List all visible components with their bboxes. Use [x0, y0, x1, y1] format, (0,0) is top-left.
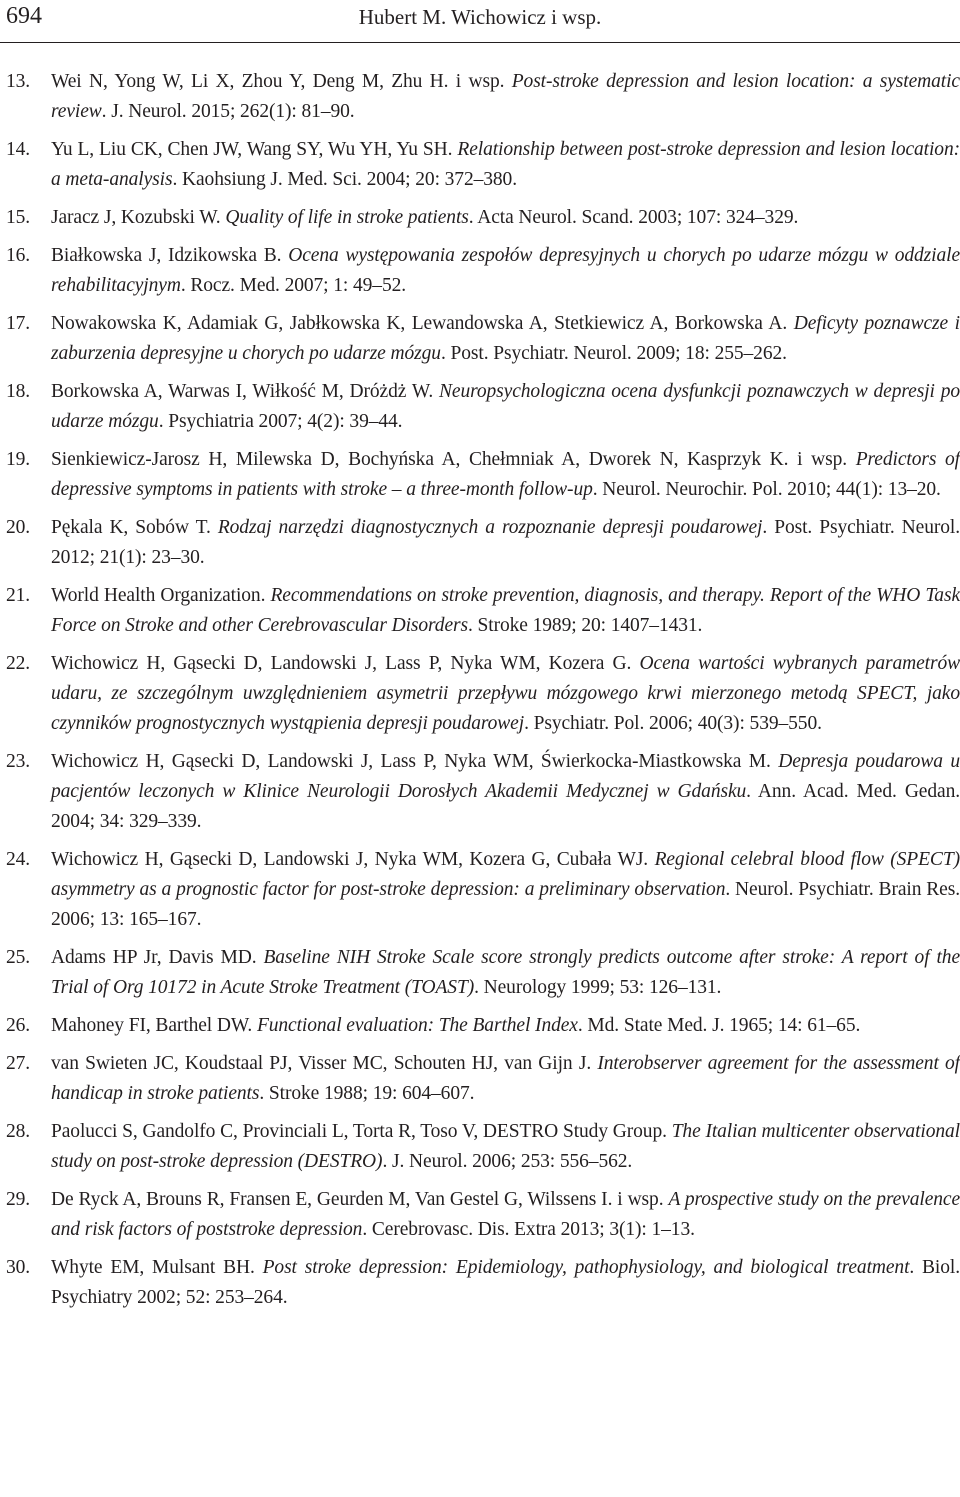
reference-source: . Cerebrovasc. Dis. Extra 2013; 3(1): 1–13. [362, 1219, 695, 1240]
reference-source: . Psychiatr. Pol. 2006; 40(3): 539–550. [524, 713, 822, 734]
reference-title: Deficyty poznawcze i zaburzenia depresyjne u chorych po udarze mózgu [51, 313, 960, 364]
reference-item [0, 845, 960, 935]
reference-title: Quality of life in stroke patients [225, 207, 469, 228]
reference-authors: Yu L, Liu CK, Chen JW, Wang SY, Wu YH, Yu SH. [51, 139, 458, 160]
reference-item [0, 649, 960, 739]
reference-source: . Stroke 1988; 19: 604–607. [259, 1083, 475, 1104]
reference-authors: Wichowicz H, Gąsecki D, Landowski J, Lass P, Nyka WM, Świerkocka-Miastkowska M. [51, 751, 779, 772]
page-header [0, 0, 960, 44]
reference-item [0, 581, 960, 641]
reference-source: . Biol. Psychiatry 2002; 52: 253–264. [51, 1257, 960, 1308]
reference-title: Interobserver agreement for the assessment of handicap in stroke patients [51, 1053, 960, 1104]
reference-authors: Adams HP Jr, Davis MD. [51, 947, 264, 968]
reference-number: 21. [6, 585, 31, 606]
reference-source: . Rocz. Med. 2007; 1: 49–52. [180, 275, 407, 296]
reference-number: 30. [6, 1257, 31, 1278]
reference-authors: Whyte EM, Mulsant BH. [51, 1257, 263, 1278]
reference-authors: De Ryck A, Brouns R, Fransen E, Geurden M, Van Gestel G, Wilssens I. i wsp. [51, 1189, 669, 1210]
reference-authors: World Health Organization. [51, 585, 271, 606]
reference-item [0, 1117, 960, 1177]
reference-number: 23. [6, 751, 31, 772]
reference-title: Functional evaluation: The Barthel Index [256, 1015, 578, 1036]
reference-title: Predictors of depressive symptoms in patients with stroke – a three-month follow-up [51, 449, 960, 500]
reference-item [0, 747, 960, 837]
reference-title: Rodzaj narzędzi diagnostycznych a rozpoznanie depresji poudarowej [217, 517, 763, 538]
reference-item [0, 67, 960, 127]
reference-list [0, 67, 960, 1321]
reference-authors: Jaracz J, Kozubski W. [51, 207, 226, 228]
reference-item [0, 943, 960, 1003]
reference-title: Regional celebral blood flow (SPECT) asymmetry as a prognostic factor for post-stroke depression: a preliminary observation [51, 849, 960, 900]
reference-authors: Pękala K, Sobów T. [51, 517, 218, 538]
reference-authors: van Swieten JC, Koudstaal PJ, Visser MC, Schouten HJ, van Gijn J. [51, 1053, 598, 1074]
reference-number: 14. [6, 139, 31, 160]
reference-title: Neuropsychologiczna ocena dysfunkcji poznawczych w depresji po udarze mózgu [51, 381, 960, 432]
reference-item [0, 135, 960, 195]
reference-number: 25. [6, 947, 31, 968]
reference-title: Ocena występowania zespołów depresyjnych u chorych po udarze mózgu w oddziale rehabilitacyjnym [51, 245, 960, 296]
reference-number: 18. [6, 381, 31, 402]
reference-source: . J. Neurol. 2006; 253: 556–562. [382, 1151, 633, 1172]
reference-source: . Psychiatria 2007; 4(2): 39–44. [158, 411, 403, 432]
reference-authors: Nowakowska K, Adamiak G, Jabłkowska K, Lewandowska A, Stetkiewicz A, Borkowska A. [51, 313, 794, 334]
reference-source: . Acta Neurol. Scand. 2003; 107: 324–329. [468, 207, 799, 228]
reference-source: . Neurol. Psychiatr. Brain Res. 2006; 13: 165–167. [51, 879, 960, 930]
reference-item [0, 309, 960, 369]
reference-title: Baseline NIH Stroke Scale score strongly predicts outcome after stroke: A report of the Trial of Org 10172 in Acute Stroke Treatment (TOAST) [51, 947, 960, 998]
reference-number: 22. [6, 653, 31, 674]
reference-source: . J. Neurol. 2015; 262(1): 81–90. [101, 101, 355, 122]
reference-number: 29. [6, 1189, 31, 1210]
reference-source: . Ann. Acad. Med. Gedan. 2004; 34: 329–339. [51, 781, 960, 832]
reference-item [0, 203, 960, 233]
reference-title: A prospective study on the prevalence and risk factors of poststroke depression [51, 1189, 960, 1240]
reference-authors: Wei N, Yong W, Li X, Zhou Y, Deng M, Zhu H. i wsp. [51, 71, 512, 92]
reference-item [0, 377, 960, 437]
reference-authors: Mahoney FI, Barthel DW. [51, 1015, 257, 1036]
reference-authors: Wichowicz H, Gąsecki D, Landowski J, Lass P, Nyka WM, Kozera G. [51, 653, 640, 674]
reference-authors: Wichowicz H, Gąsecki D, Landowski J, Nyka WM, Kozera G, Cubała WJ. [51, 849, 655, 870]
reference-source: . Md. State Med. J. 1965; 14: 61–65. [577, 1015, 861, 1036]
reference-item [0, 241, 960, 301]
reference-source: . Post. Psychiatr. Neurol. 2009; 18: 255–262. [440, 343, 787, 364]
reference-authors: Paolucci S, Gandolfo C, Provinciali L, Torta R, Toso V, DESTRO Study Group. [51, 1121, 672, 1142]
reference-item [0, 1011, 960, 1041]
reference-number: 26. [6, 1015, 31, 1036]
reference-title: The Italian multicenter observational study on post-stroke depression (DESTRO) [51, 1121, 960, 1172]
reference-source: . Neurology 1999; 53: 126–131. [474, 977, 722, 998]
reference-number: 13. [6, 71, 31, 92]
reference-authors: Sienkiewicz-Jarosz H, Milewska D, Bochyńska A, Chełmniak A, Dworek N, Kasprzyk K. i wsp. [51, 449, 856, 470]
reference-source: . Post. Psychiatr. Neurol. 2012; 21(1): 23–30. [51, 517, 960, 568]
reference-item [0, 445, 960, 505]
reference-number: 17. [6, 313, 31, 334]
reference-item [0, 1185, 960, 1245]
reference-item [0, 1049, 960, 1109]
reference-number: 15. [6, 207, 31, 228]
reference-item [0, 1253, 960, 1313]
reference-number: 19. [6, 449, 31, 470]
header-rule [0, 42, 960, 43]
reference-number: 20. [6, 517, 31, 538]
reference-title: Recommendations on stroke prevention, diagnosis, and therapy. Report of the WHO Task Force on Stroke and other Cerebrovascular Disorders [51, 585, 960, 636]
reference-authors: Borkowska A, Warwas I, Wiłkość M, Dróżdż W. [51, 381, 439, 402]
reference-title: Ocena wartości wybranych parametrów udaru, ze szczególnym uwzględnieniem asymetrii przepływu mózgowego krwi mierzonego metodą SPECT, jako czynników prognostycznych wystąpienia depresji poudarowej [51, 653, 960, 734]
reference-title: Relationship between post-stroke depression and lesion location: a meta-analysis [51, 139, 960, 190]
reference-item [0, 513, 960, 573]
reference-number: 27. [6, 1053, 31, 1074]
reference-number: 16. [6, 245, 31, 266]
reference-source: . Stroke 1989; 20: 1407–1431. [467, 615, 703, 636]
reference-number: 28. [6, 1121, 31, 1142]
reference-number: 24. [6, 849, 31, 870]
reference-source: . Kaohsiung J. Med. Sci. 2004; 20: 372–380. [172, 169, 517, 190]
running-head: Hubert M. Wichowicz i wsp. [358, 5, 602, 29]
page-number: 694 [6, 3, 42, 29]
reference-source: . Neurol. Neurochir. Pol. 2010; 44(1): 13–20. [592, 479, 941, 500]
reference-title: Depresja poudarowa u pacjentów leczonych w Klinice Neurologii Dorosłych Akademii Medycznej w Gdańsku [51, 751, 960, 802]
reference-title: Post stroke depression: Epidemiology, pathophysiology, and biological treatment [262, 1257, 910, 1278]
reference-authors: Białkowska J, Idzikowska B. [51, 245, 289, 266]
reference-title: Post-stroke depression and lesion location: a systematic review [51, 71, 960, 122]
